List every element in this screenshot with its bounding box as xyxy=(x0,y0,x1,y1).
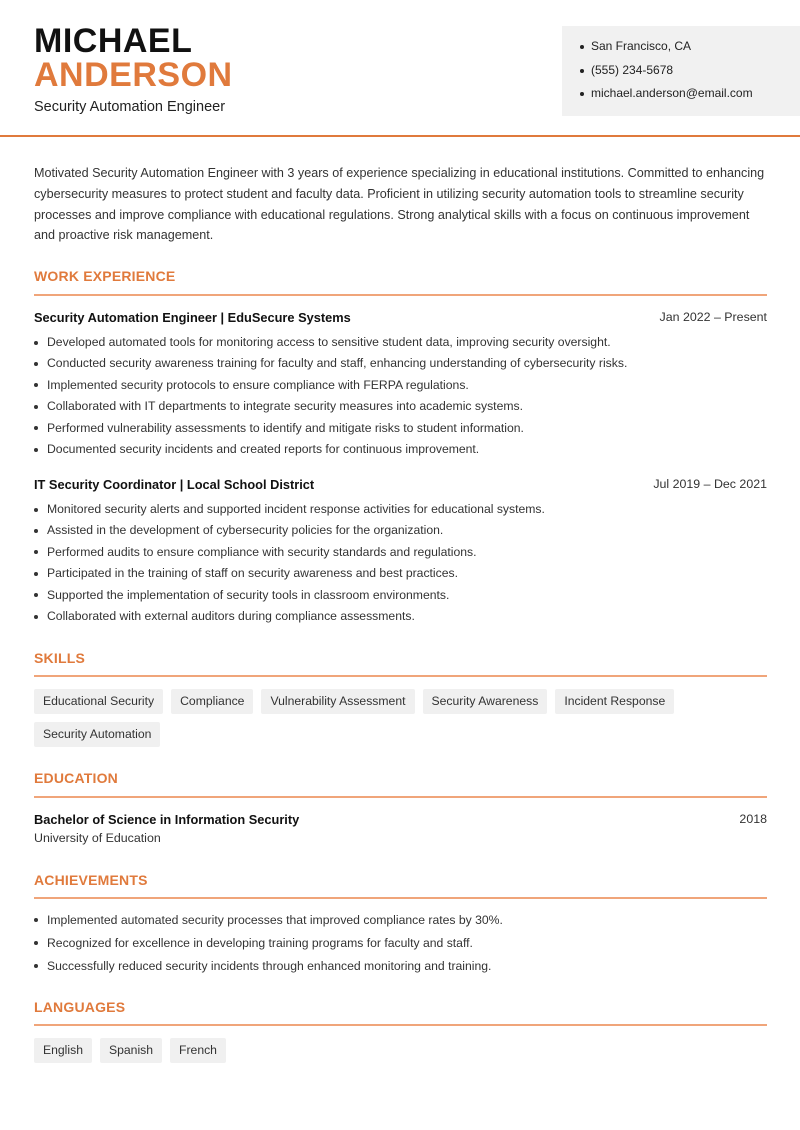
bullet-icon xyxy=(34,405,38,409)
job-dates: Jan 2022 – Present xyxy=(659,310,767,324)
skill-tag: Vulnerability Assessment xyxy=(261,689,414,714)
bullet-icon xyxy=(580,92,584,96)
education-school: University of Education xyxy=(34,831,161,845)
list-item-text: Successfully reduced security incidents through enhanced monitoring and training. xyxy=(47,958,492,973)
list-item xyxy=(34,375,767,396)
contact-box xyxy=(562,26,800,116)
list-item-text: Implemented automated security processes that improved compliance rates by 30%. xyxy=(47,913,503,927)
list-item xyxy=(34,909,767,932)
list-item xyxy=(34,955,767,978)
list-item-text: Documented security incidents and created reports for continuous improvement. xyxy=(47,441,480,456)
section-rule xyxy=(34,796,767,798)
language-tag: French xyxy=(170,1038,226,1063)
list-item xyxy=(34,585,767,606)
bullet-icon xyxy=(34,593,38,597)
achievement-bullets xyxy=(34,909,767,977)
skills-tags xyxy=(34,689,767,747)
list-item-text: Performed audits to ensure compliance with security standards and regulations. xyxy=(47,544,477,559)
list-item xyxy=(34,353,767,374)
bullet-icon xyxy=(580,69,584,73)
list-item xyxy=(34,439,767,460)
job-title: Security Automation Engineer xyxy=(34,99,226,115)
list-item-text: Performed vulnerability assessments to identify and mitigate risks to student information. xyxy=(47,420,524,435)
bullet-icon xyxy=(34,426,38,430)
job-bullets xyxy=(34,332,767,460)
section-title-achievements: ACHIEVEMENTS xyxy=(34,872,148,888)
education-year: 2018 xyxy=(739,812,767,826)
bullet-icon xyxy=(580,45,584,49)
contact-location xyxy=(580,38,800,62)
summary: Motivated Security Automation Engineer with 3 years of experience specializing in educational institutions. Committed to enhancing cybersecurity measures to protect student and faculty data. Proficient in utilizing security automation tools to streamline security processes and improve compliance with educational regulations. Strong analytical skills with a focus on continuous improvement and proactive risk management. xyxy=(34,166,765,243)
bullet-icon xyxy=(34,918,38,922)
bullet-icon xyxy=(34,964,38,968)
language-tag: English xyxy=(34,1038,92,1063)
bullet-icon xyxy=(34,448,38,452)
list-item-text: Implemented security protocols to ensure compliance with FERPA regulations. xyxy=(47,377,469,392)
bullet-icon xyxy=(34,550,38,554)
skill-tag: Educational Security xyxy=(34,689,163,714)
bullet-icon xyxy=(34,529,38,533)
bullet-icon xyxy=(34,508,38,512)
job-role: IT Security Coordinator | Local School District xyxy=(34,477,315,492)
skill-tag: Compliance xyxy=(171,689,253,714)
education-header xyxy=(34,812,767,827)
list-item xyxy=(34,542,767,563)
list-item xyxy=(34,418,767,439)
last-name: ANDERSON xyxy=(34,56,233,94)
language-tag: Spanish xyxy=(100,1038,162,1063)
list-item xyxy=(34,499,767,520)
list-item-text: Assisted in the development of cybersecurity policies for the organization. xyxy=(47,523,444,538)
job-bullets xyxy=(34,499,767,627)
section-title-education: EDUCATION xyxy=(34,770,118,786)
job-header xyxy=(34,310,767,325)
section-title-languages: LANGUAGES xyxy=(34,999,126,1015)
skill-tag: Incident Response xyxy=(555,689,674,714)
list-item xyxy=(34,606,767,627)
list-item-text: Conducted security awareness training for faculty and staff, enhancing understanding of cybersecurity risks. xyxy=(47,356,628,371)
section-rule xyxy=(34,675,767,677)
list-item xyxy=(34,520,767,541)
list-item-text: Participated in the training of staff on security awareness and best practices. xyxy=(47,566,458,581)
contact-location-text: San Francisco, CA xyxy=(591,39,692,53)
list-item-text: Developed automated tools for monitoring access to sensitive student data, improving security oversight. xyxy=(47,335,611,349)
section-rule xyxy=(34,294,767,296)
resume-header xyxy=(0,0,800,137)
contact-email-text[interactable]: michael.anderson@email.com xyxy=(591,86,753,100)
bullet-icon xyxy=(34,615,38,619)
list-item xyxy=(34,396,767,417)
section-rule xyxy=(34,897,767,899)
list-item xyxy=(34,563,767,584)
education-degree: Bachelor of Science in Information Security xyxy=(34,812,300,827)
contact-email[interactable] xyxy=(580,85,800,109)
contact-phone-text: (555) 234-5678 xyxy=(591,62,674,77)
section-title-skills: SKILLS xyxy=(34,650,85,666)
job-header xyxy=(34,477,767,492)
list-item-text: Collaborated with IT departments to integrate security measures into academic systems. xyxy=(47,399,523,414)
list-item-text: Recognized for excellence in developing training programs for faculty and staff. xyxy=(47,935,473,950)
list-item xyxy=(34,932,767,955)
list-item-text: Collaborated with external auditors during compliance assessments. xyxy=(47,608,415,623)
skill-tag: Security Awareness xyxy=(423,689,548,714)
bullet-icon xyxy=(34,572,38,576)
first-name: MICHAEL xyxy=(34,22,193,60)
job-role: Security Automation Engineer | EduSecure Systems xyxy=(34,310,351,325)
bullet-icon xyxy=(34,341,38,345)
section-title-work: WORK EXPERIENCE xyxy=(34,268,176,284)
skill-tag: Security Automation xyxy=(34,722,160,747)
list-item xyxy=(34,332,767,353)
language-tags xyxy=(34,1038,767,1063)
contact-phone xyxy=(580,62,800,86)
list-item-text: Monitored security alerts and supported incident response activities for educational systems. xyxy=(47,502,545,516)
job-dates: Jul 2019 – Dec 2021 xyxy=(653,477,767,491)
bullet-icon xyxy=(34,941,38,945)
list-item-text: Supported the implementation of security tools in classroom environments. xyxy=(47,587,450,602)
bullet-icon xyxy=(34,383,38,387)
bullet-icon xyxy=(34,362,38,366)
section-rule xyxy=(34,1024,767,1026)
